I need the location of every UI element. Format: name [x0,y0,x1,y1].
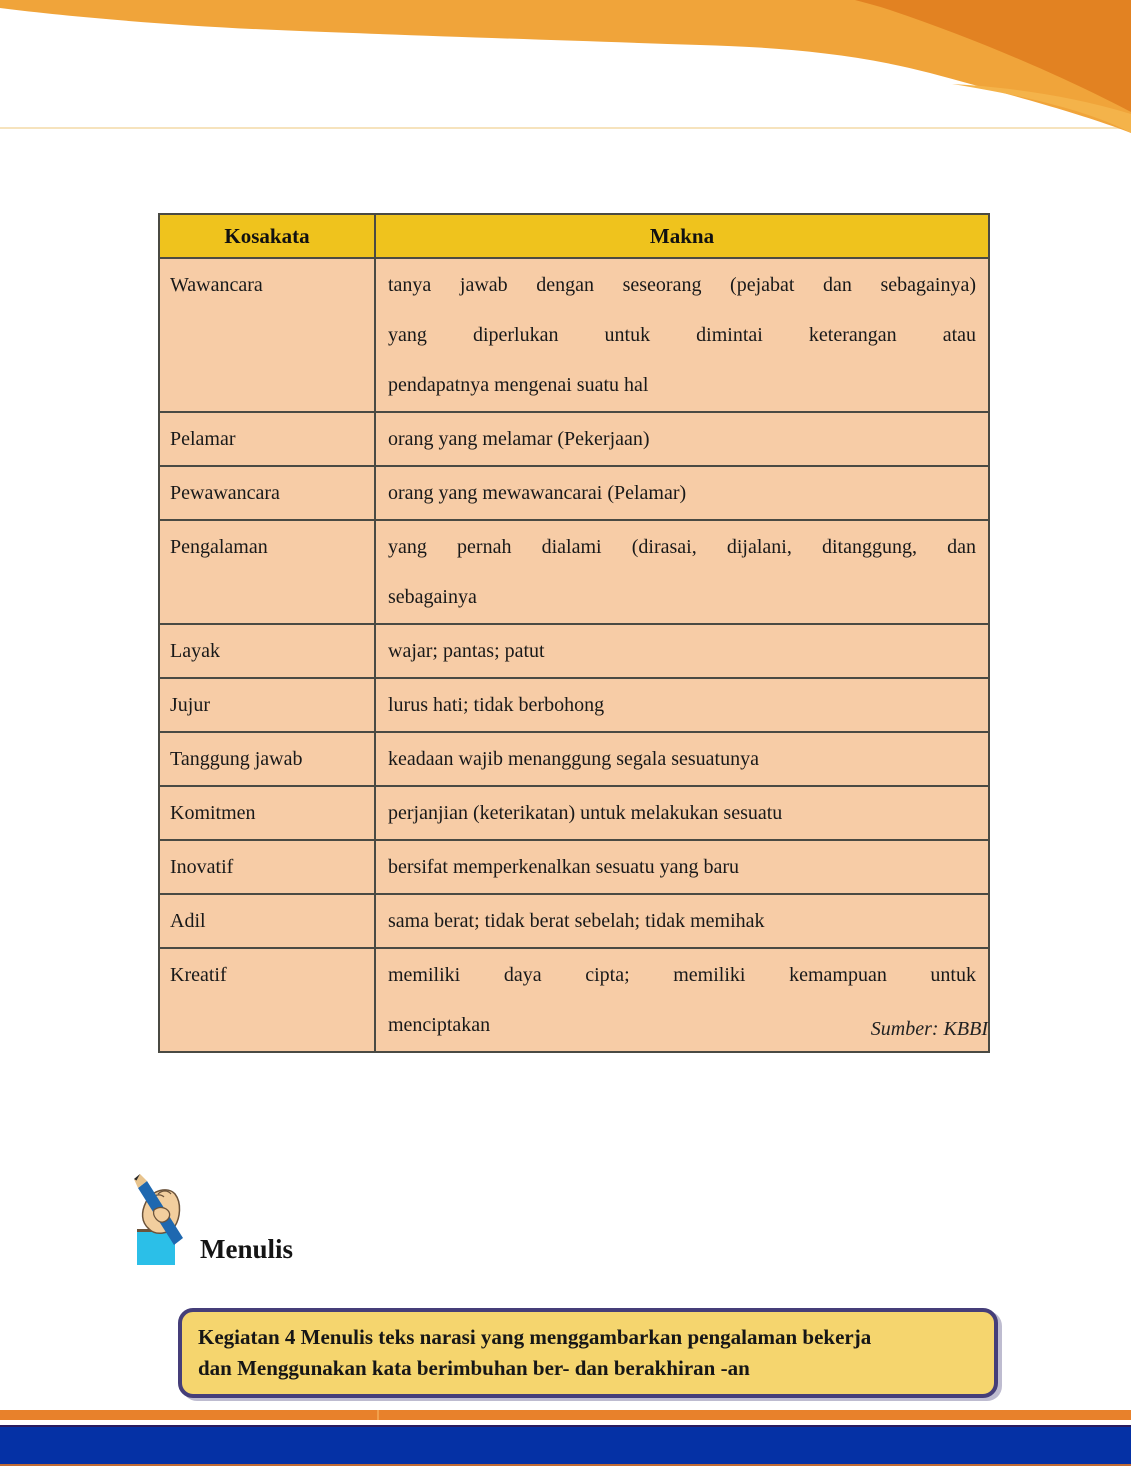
kosakata-cell: Layak [159,624,375,678]
makna-cell: yang pernah dialami (dirasai, dijalani, ditanggung, dan sebagainya [375,520,989,624]
table-row [159,412,989,466]
makna-cell: sama berat; tidak berat sebelah; tidak memihak [375,894,989,948]
vocab-table-body [159,258,989,1052]
activity-box-line-2: dan Menggunakan kata berimbuhan ber- dan berakhiran -an [198,1356,750,1380]
col-header-kosakata: Kosakata [159,214,375,258]
col-header-makna: Makna [375,214,989,258]
kosakata-cell: Inovatif [159,840,375,894]
makna-cell: lurus hati; tidak berbohong [375,678,989,732]
makna-cell: wajar; pantas; patut [375,624,989,678]
kosakata-cell: Jujur [159,678,375,732]
table-header-row [159,214,989,258]
header-swoosh-graphic [0,0,1131,135]
kosakata-cell: Komitmen [159,786,375,840]
kosakata-cell: Pelamar [159,412,375,466]
footer-navy-bar [0,1427,1131,1464]
footer-orange-bar [0,1410,1131,1420]
activity-box [178,1308,998,1398]
makna-cell: orang yang mewawancarai (Pelamar) [375,466,989,520]
kosakata-cell: Pewawancara [159,466,375,520]
table-row [159,894,989,948]
kosakata-cell: Pengalaman [159,520,375,624]
table-row [159,840,989,894]
makna-cell: memiliki daya cipta; memiliki kemampuan untuk menciptakan [375,948,989,1052]
table-row [159,732,989,786]
section-title-menulis: Menulis [200,1234,294,1264]
footer-bar-divider [377,1410,379,1420]
makna-cell: orang yang melamar (Pekerjaan) [375,412,989,466]
kosakata-cell: Kreatif [159,948,375,1052]
kosakata-cell: Wawancara [159,258,375,412]
table-row [159,786,989,840]
vocab-table [158,213,990,1053]
table-row [159,520,989,624]
table-source-note: Sumber: KBBI [870,1018,988,1040]
makna-cell: keadaan wajib menanggung segala sesuatunya [375,732,989,786]
table-row [159,624,989,678]
table-row [159,466,989,520]
makna-cell: tanya jawab dengan seseorang (pejabat dan sebagainya) yang diperlukan untuk dimintai keterangan atau pendapatnya mengenai suatu hal [375,258,989,412]
table-row [159,258,989,412]
kosakata-cell: Tanggung jawab [159,732,375,786]
makna-cell: bersifat memperkenalkan sesuatu yang baru [375,840,989,894]
activity-box-line-1: Kegiatan 4 Menulis teks narasi yang menggambarkan pengalaman bekerja [198,1325,872,1349]
table-row [159,678,989,732]
makna-cell: perjanjian (keterikatan) untuk melakukan sesuatu [375,786,989,840]
kosakata-cell: Adil [159,894,375,948]
hand-writing-pencil-icon [128,1172,190,1265]
